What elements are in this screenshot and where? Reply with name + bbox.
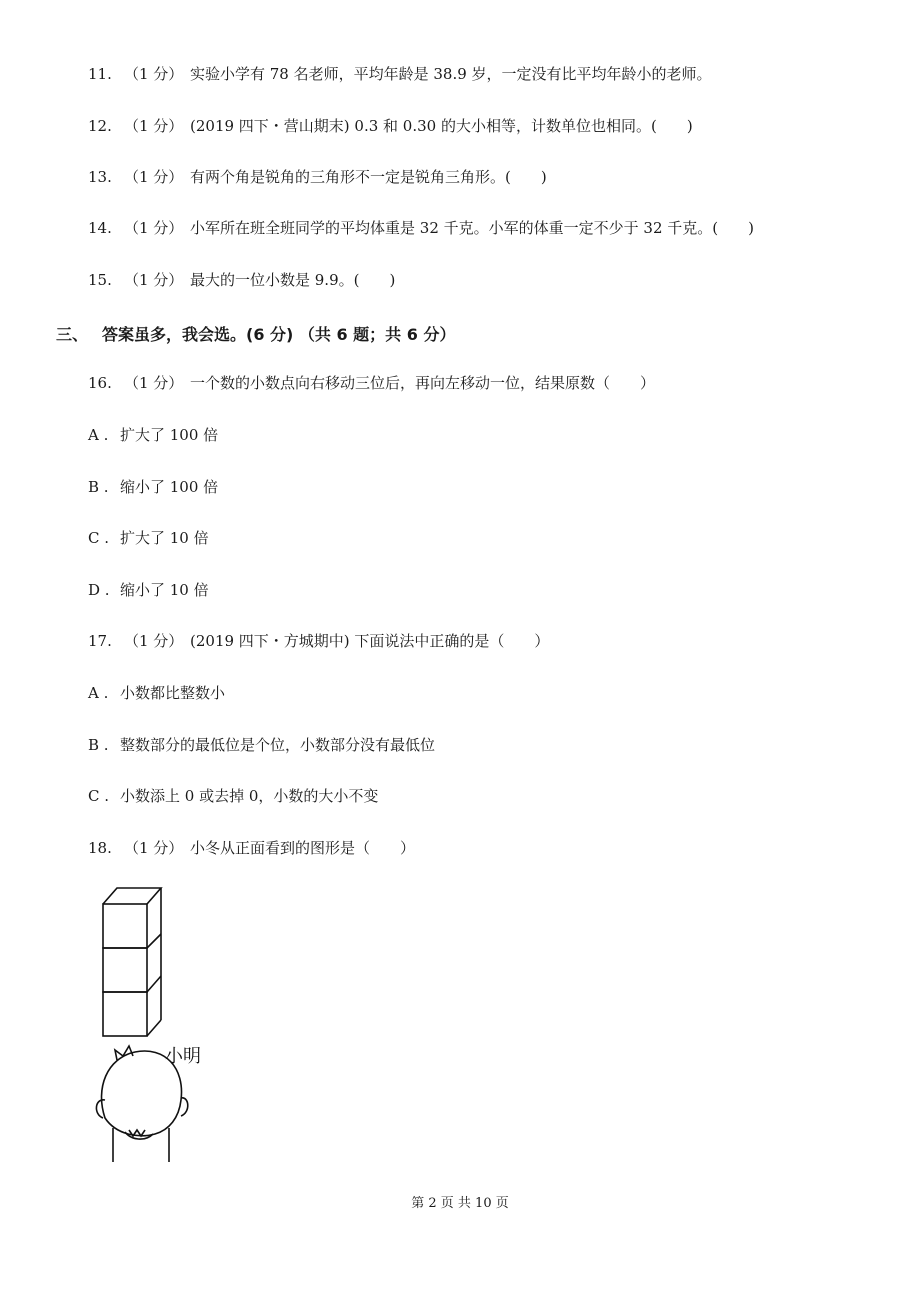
question-score: （1 分） xyxy=(124,271,184,289)
option-text: 小数添上 0 或去掉 0，小数的大小不变 xyxy=(120,787,379,805)
option-text: 小数都比整数小 xyxy=(120,684,226,702)
question-number: 14. xyxy=(88,219,112,237)
question-score: （1 分） xyxy=(124,374,184,392)
option-text: 扩大了 100 倍 xyxy=(120,426,219,444)
question-number: 18. xyxy=(88,839,112,857)
option-b[interactable] xyxy=(88,477,218,497)
cube-stack xyxy=(103,888,161,1036)
question-text: (2019 四下・营山期末) 0.3 和 0.30 的大小相等，计数单位也相同。( ) xyxy=(190,117,693,135)
option-text: 扩大了 10 倍 xyxy=(120,529,209,547)
question-13 xyxy=(88,167,547,187)
question-text: 最大的一位小数是 9.9。( ) xyxy=(190,271,396,289)
option-d[interactable] xyxy=(88,580,209,600)
cube-stack-figure xyxy=(85,878,220,1170)
section-heading xyxy=(56,322,455,345)
option-label: C . xyxy=(88,529,110,547)
option-label: C . xyxy=(88,787,110,805)
option-label: A . xyxy=(88,684,109,702)
cube-side-line-1 xyxy=(147,934,161,948)
option-c[interactable] xyxy=(88,528,209,548)
question-score: （1 分） xyxy=(124,839,184,857)
cube-side-line-3 xyxy=(147,1020,161,1036)
question-text: (2019 四下・方城期中) 下面说法中正确的是（ ） xyxy=(190,632,550,650)
section-title: 答案虽多，我会选。(6 分) （共 6 题；共 6 分） xyxy=(102,325,456,344)
question-17 xyxy=(88,631,549,651)
option-label: B . xyxy=(88,478,109,496)
question-score: （1 分） xyxy=(124,632,184,650)
question-12 xyxy=(88,116,693,136)
question-14 xyxy=(88,218,754,238)
option-label: A . xyxy=(88,426,109,444)
question-number: 12. xyxy=(88,117,112,135)
cube-side-line-2 xyxy=(147,976,161,992)
question-18 xyxy=(88,838,415,858)
question-score: （1 分） xyxy=(124,65,184,83)
option-a[interactable] xyxy=(88,683,225,703)
section-index: 三、 xyxy=(56,325,89,344)
question-score: （1 分） xyxy=(124,219,184,237)
cube-front-bottom xyxy=(103,992,147,1036)
question-number: 17. xyxy=(88,632,112,650)
question-15 xyxy=(88,270,395,290)
question-16 xyxy=(88,373,655,393)
page-footer: 第 2 页 共 10 页 xyxy=(411,1196,509,1211)
option-label: D . xyxy=(88,581,110,599)
question-number: 15. xyxy=(88,271,112,289)
cube-front-top xyxy=(103,904,147,948)
figure-label: 小明 xyxy=(165,1046,201,1067)
option-text: 缩小了 10 倍 xyxy=(120,581,209,599)
option-text: 缩小了 100 倍 xyxy=(120,478,219,496)
question-number: 16. xyxy=(88,374,112,392)
option-text: 整数部分的最低位是个位，小数部分没有最低位 xyxy=(120,736,436,754)
question-text: 实验小学有 78 名老师，平均年龄是 38.9 岁，一定没有比平均年龄小的老师。 xyxy=(190,65,712,83)
cube-front-middle xyxy=(103,948,147,992)
question-11 xyxy=(88,64,712,84)
child-right-ear xyxy=(181,1098,188,1116)
option-c[interactable] xyxy=(88,786,378,806)
question-text: 一个数的小数点向右移动三位后，再向左移动一位，结果原数（ ） xyxy=(190,374,656,392)
option-a[interactable] xyxy=(88,425,218,445)
question-text: 小冬从正面看到的图形是（ ） xyxy=(190,839,416,857)
question-text: 有两个角是锐角的三角形不一定是锐角三角形。( ) xyxy=(190,168,547,186)
option-b[interactable] xyxy=(88,735,435,755)
question-score: （1 分） xyxy=(124,117,184,135)
question-score: （1 分） xyxy=(124,168,184,186)
question-number: 11. xyxy=(88,65,112,83)
question-text: 小军所在班全班同学的平均体重是 32 千克。小军的体重一定不少于 32 千克。( ) xyxy=(190,219,754,237)
question-number: 13. xyxy=(88,168,112,186)
cube-top-face xyxy=(103,888,161,904)
option-label: B . xyxy=(88,736,109,754)
